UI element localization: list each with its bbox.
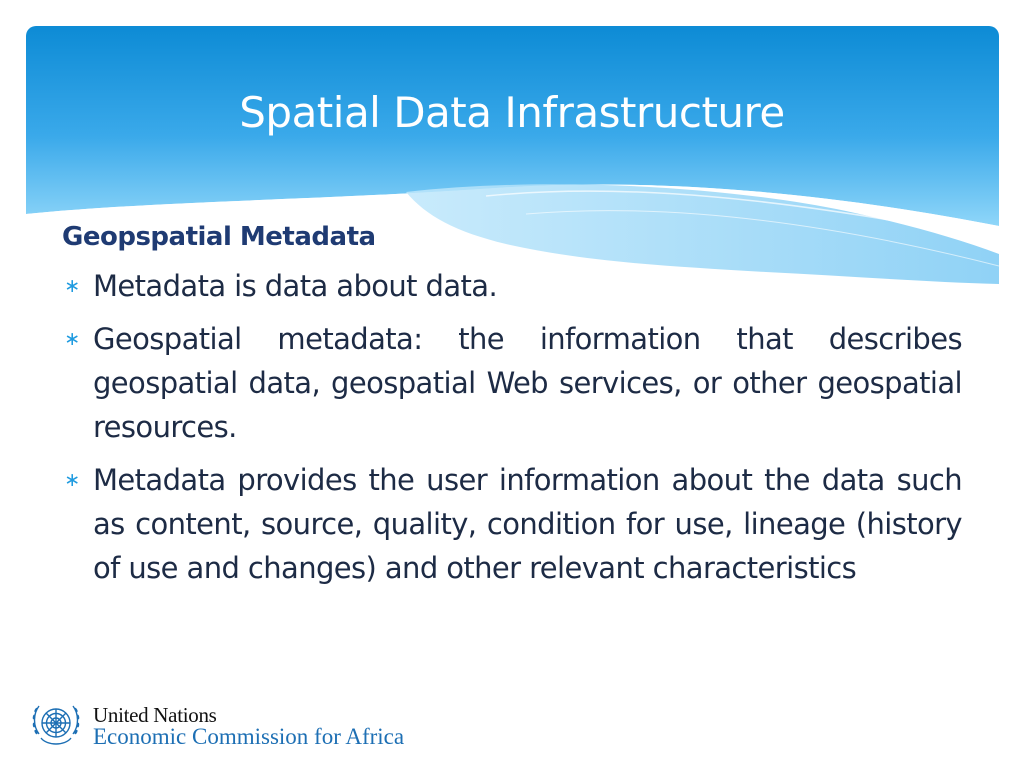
un-emblem-icon <box>27 698 85 752</box>
bullet-item <box>62 264 962 308</box>
asterisk-bullet-icon: ∗ <box>64 328 80 350</box>
org-name: United Nations <box>93 703 217 727</box>
slide-title: Spatial Data Infrastructure <box>239 88 785 137</box>
bullet-list <box>62 264 962 590</box>
section-heading: Geopspatial Metadata <box>62 222 376 252</box>
bullet-text: Metadata is data about data. <box>93 269 498 303</box>
bullet-text: Geospatial metadata: the information that describes geospatial data, geospatial Web services, or other geospatial resources. <box>93 322 962 444</box>
bullet-item <box>62 458 962 590</box>
bullet-text: Metadata provides the user information about the data such as content, source, quality, condition for use, lineage (history of use and changes) and other relevant characteristics <box>93 463 962 585</box>
asterisk-bullet-icon: ∗ <box>64 275 80 297</box>
bullet-item <box>62 317 962 449</box>
slide-content <box>62 222 962 599</box>
org-division: Economic Commission for Africa <box>93 724 405 749</box>
asterisk-bullet-icon: ∗ <box>64 469 80 491</box>
uneca-logo <box>27 694 467 754</box>
